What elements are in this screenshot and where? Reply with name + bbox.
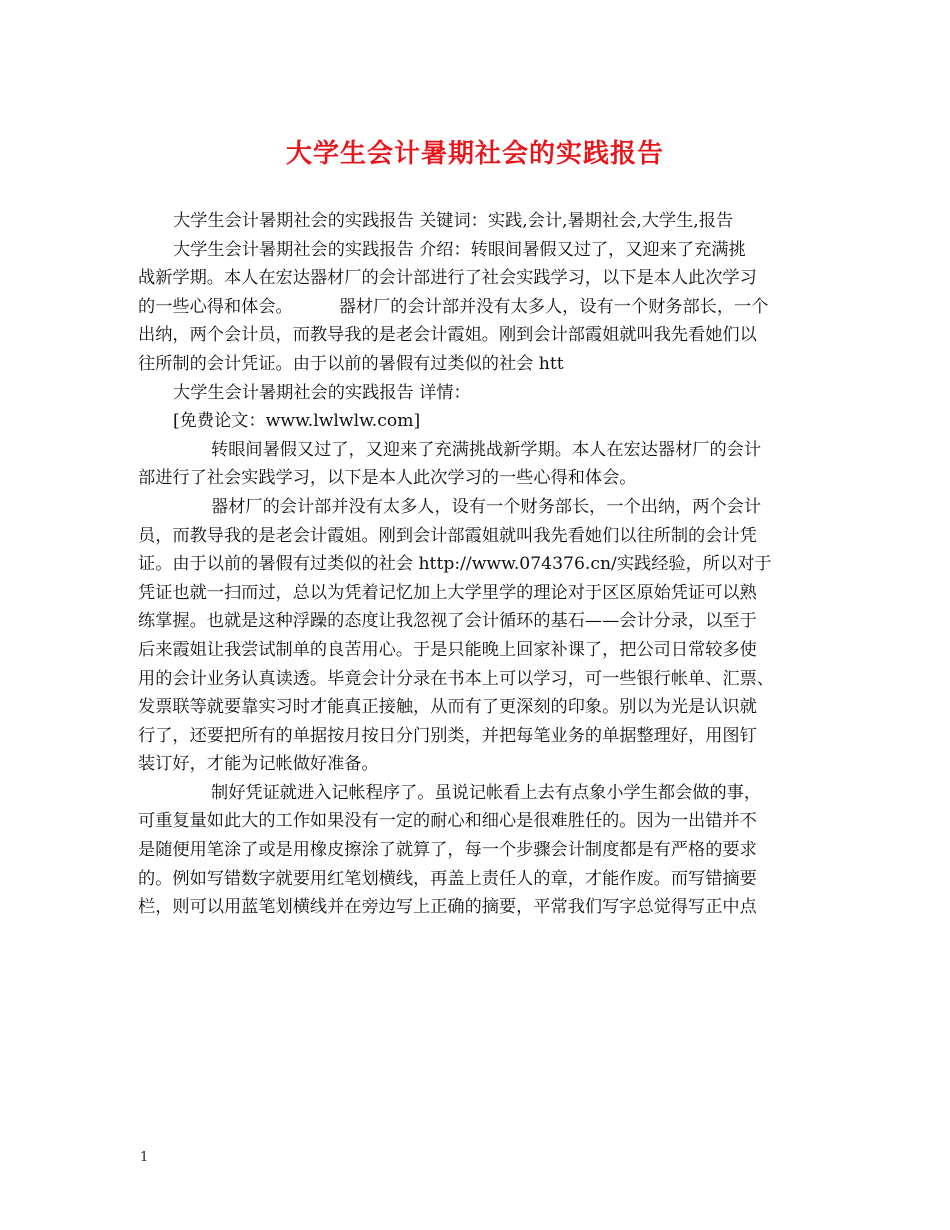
document-title: 大学生会计暑期社会的实践报告 bbox=[285, 139, 664, 169]
paragraph-line: 用的会计业务认真读透。毕竟会计分录在书本上可以学习，可一些银行帐单、汇票、 bbox=[138, 668, 774, 689]
intro-line bbox=[138, 293, 824, 322]
paragraph-line: 凭证也就一扫而过，总以为凭着记忆加上大学里学的理论对于区区原始凭证可以熟 bbox=[138, 582, 757, 603]
intro-segment: 器材厂的会计部并没有太多人，设有一个财务部长，一个 bbox=[338, 296, 769, 317]
source-note: [免费论文：www.lwlwlw.com] bbox=[173, 411, 421, 432]
paragraph-line: 发票联等就要靠实习时才能真正接触，从而有了更深刻的印象。别以为光是认识就 bbox=[138, 697, 757, 718]
paragraph-line: 制好凭证就进入记帐程序了。虽说记帐看上去有点象小学生都会做的事， bbox=[211, 782, 762, 803]
page-number: 1 bbox=[140, 1150, 149, 1165]
paragraph-line: 员，而教导我的是老会计霞姐。刚到会计部霞姐就叫我先看她们以往所制的会计凭 bbox=[138, 525, 757, 546]
paragraph-line: 部进行了社会实践学习，以下是本人此次学习的一些心得和体会。 bbox=[138, 468, 637, 489]
intro-line: 战新学期。本人在宏达器材厂的会计部进行了社会实践学习，以下是本人此次学习 bbox=[138, 268, 757, 289]
paragraph-line: 转眼间暑假又过了，又迎来了充满挑战新学期。本人在宏达器材厂的会计 bbox=[211, 439, 762, 460]
intro-line: 出纳，两个会计员，而教导我的是老会计霞姐。刚到会计部霞姐就叫我先看她们以 bbox=[138, 325, 757, 346]
intro-line: 大学生会计暑期社会的实践报告 介绍：转眼间暑假又过了，又迎来了充满挑 bbox=[173, 239, 746, 260]
intro-line: 往所制的会计凭证。由于以前的暑假有过类似的社会 htt bbox=[138, 353, 564, 374]
paragraph-line: 练掌握。也就是这种浮躁的态度让我忽视了会计循环的基石——会计分录，以至于 bbox=[138, 611, 757, 632]
paragraph-line: 是随便用笔涂了或是用橡皮擦涂了就算了，每一个步骤会计制度都是有严格的要求 bbox=[138, 840, 757, 861]
paragraph-line: 证。由于以前的暑假有过类似的社会 http://www.074376.cn/实践经验，所以对于 bbox=[138, 554, 772, 575]
paragraph-line: 后来霞姐让我尝试制单的良苦用心。于是只能晚上回家补课了，把公司日常较多使 bbox=[138, 639, 757, 660]
paragraph-line: 器材厂的会计部并没有太多人，设有一个财务部长，一个出纳，两个会计 bbox=[211, 496, 762, 517]
intro-segment: 的一些心得和体会。 bbox=[138, 296, 293, 317]
paragraph-line: 栏，则可以用蓝笔划横线并在旁边写上正确的摘要，平常我们写字总觉得写正中点 bbox=[138, 897, 757, 918]
paragraph-line: 装订好，才能为记帐做好准备。 bbox=[138, 754, 379, 775]
keywords-line: 大学生会计暑期社会的实践报告 关键词：实践,会计,暑期社会,大学生,报告 bbox=[173, 211, 734, 231]
paragraph-line: 可重复量如此大的工作如果没有一定的耐心和细心是很难胜任的。因为一出错并不 bbox=[138, 811, 757, 832]
paragraph-line: 行了，还要把所有的单据按月按日分门别类，并把每笔业务的单据整理好，用图钉 bbox=[138, 725, 757, 746]
paragraph-line: 的。例如写错数字就要用红笔划横线，再盖上责任人的章，才能作废。而写错摘要 bbox=[138, 868, 757, 889]
details-heading: 大学生会计暑期社会的实践报告 详情： bbox=[173, 382, 471, 403]
document-body bbox=[138, 207, 824, 922]
